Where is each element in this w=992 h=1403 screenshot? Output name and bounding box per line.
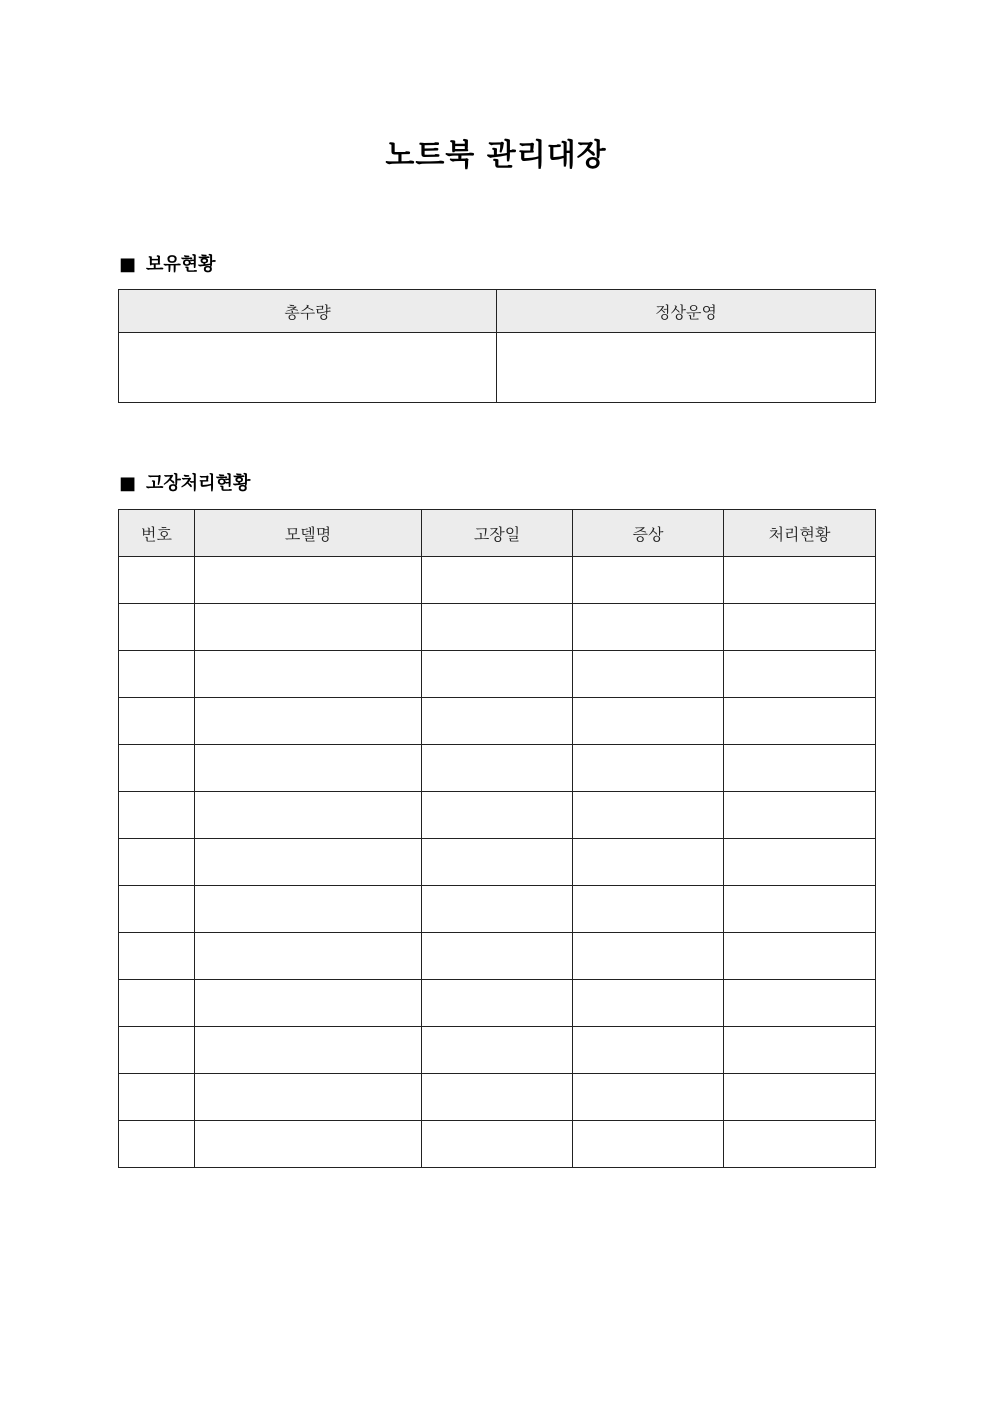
cell-number[interactable] bbox=[119, 933, 195, 980]
cell-failure-date[interactable] bbox=[422, 933, 573, 980]
table-row bbox=[119, 651, 876, 698]
cell-symptom[interactable] bbox=[573, 933, 724, 980]
cell-symptom[interactable] bbox=[573, 604, 724, 651]
cell-processing-status[interactable] bbox=[724, 745, 876, 792]
header-failure-date: 고장일 bbox=[422, 510, 573, 557]
cell-failure-date[interactable] bbox=[422, 698, 573, 745]
cell-processing-status[interactable] bbox=[724, 698, 876, 745]
cell-model-name[interactable] bbox=[195, 604, 422, 651]
cell-processing-status[interactable] bbox=[724, 839, 876, 886]
cell-processing-status[interactable] bbox=[724, 651, 876, 698]
cell-failure-date[interactable] bbox=[422, 839, 573, 886]
cell-symptom[interactable] bbox=[573, 839, 724, 886]
cell-model-name[interactable] bbox=[195, 933, 422, 980]
repair-table bbox=[118, 509, 876, 1168]
cell-number[interactable] bbox=[119, 698, 195, 745]
cell-model-name[interactable] bbox=[195, 557, 422, 604]
header-model-name: 모델명 bbox=[195, 510, 422, 557]
cell-processing-status[interactable] bbox=[724, 886, 876, 933]
cell-failure-date[interactable] bbox=[422, 792, 573, 839]
cell-symptom[interactable] bbox=[573, 1074, 724, 1121]
cell-number[interactable] bbox=[119, 886, 195, 933]
cell-symptom[interactable] bbox=[573, 557, 724, 604]
cell-model-name[interactable] bbox=[195, 1027, 422, 1074]
cell-failure-date[interactable] bbox=[422, 651, 573, 698]
cell-processing-status[interactable] bbox=[724, 792, 876, 839]
cell-processing-status[interactable] bbox=[724, 980, 876, 1027]
cell-symptom[interactable] bbox=[573, 1027, 724, 1074]
cell-symptom[interactable] bbox=[573, 651, 724, 698]
cell-symptom[interactable] bbox=[573, 886, 724, 933]
header-processing-status: 처리현황 bbox=[724, 510, 876, 557]
table-row bbox=[119, 1074, 876, 1121]
cell-number[interactable] bbox=[119, 651, 195, 698]
holding-table bbox=[118, 289, 876, 403]
table-row bbox=[119, 839, 876, 886]
cell-total-quantity[interactable] bbox=[119, 333, 497, 403]
table-header-row bbox=[119, 510, 876, 557]
cell-processing-status[interactable] bbox=[724, 557, 876, 604]
header-total-quantity: 총수량 bbox=[119, 290, 497, 333]
square-bullet-icon: ■ bbox=[119, 254, 137, 275]
table-row bbox=[119, 886, 876, 933]
cell-processing-status[interactable] bbox=[724, 1027, 876, 1074]
table-row bbox=[119, 1027, 876, 1074]
cell-number[interactable] bbox=[119, 1074, 195, 1121]
table-row bbox=[119, 604, 876, 651]
cell-failure-date[interactable] bbox=[422, 604, 573, 651]
section-heading-holding bbox=[119, 253, 216, 277]
cell-symptom[interactable] bbox=[573, 745, 724, 792]
page-title: 노트북 관리대장 bbox=[385, 138, 607, 173]
cell-failure-date[interactable] bbox=[422, 980, 573, 1027]
cell-model-name[interactable] bbox=[195, 651, 422, 698]
cell-model-name[interactable] bbox=[195, 792, 422, 839]
table-row bbox=[119, 557, 876, 604]
square-bullet-icon: ■ bbox=[119, 473, 137, 494]
cell-number[interactable] bbox=[119, 1027, 195, 1074]
cell-processing-status[interactable] bbox=[724, 1074, 876, 1121]
table-row bbox=[119, 1121, 876, 1168]
table-row bbox=[119, 333, 876, 403]
header-number: 번호 bbox=[119, 510, 195, 557]
table-row bbox=[119, 980, 876, 1027]
cell-failure-date[interactable] bbox=[422, 1121, 573, 1168]
table-header-row bbox=[119, 290, 876, 333]
table-row bbox=[119, 698, 876, 745]
cell-number[interactable] bbox=[119, 745, 195, 792]
table-row bbox=[119, 745, 876, 792]
cell-number[interactable] bbox=[119, 792, 195, 839]
cell-processing-status[interactable] bbox=[724, 933, 876, 980]
section-heading-label: 고장처리현황 bbox=[146, 473, 251, 494]
section-heading-repair bbox=[119, 472, 250, 496]
cell-number[interactable] bbox=[119, 604, 195, 651]
cell-failure-date[interactable] bbox=[422, 1074, 573, 1121]
cell-symptom[interactable] bbox=[573, 792, 724, 839]
cell-failure-date[interactable] bbox=[422, 886, 573, 933]
cell-processing-status[interactable] bbox=[724, 1121, 876, 1168]
header-symptom: 증상 bbox=[573, 510, 724, 557]
cell-number[interactable] bbox=[119, 557, 195, 604]
header-normal-operation: 정상운영 bbox=[497, 290, 876, 333]
cell-symptom[interactable] bbox=[573, 698, 724, 745]
cell-model-name[interactable] bbox=[195, 839, 422, 886]
cell-number[interactable] bbox=[119, 980, 195, 1027]
table-row bbox=[119, 933, 876, 980]
cell-symptom[interactable] bbox=[573, 980, 724, 1027]
cell-failure-date[interactable] bbox=[422, 1027, 573, 1074]
cell-failure-date[interactable] bbox=[422, 557, 573, 604]
cell-failure-date[interactable] bbox=[422, 745, 573, 792]
cell-processing-status[interactable] bbox=[724, 604, 876, 651]
cell-model-name[interactable] bbox=[195, 980, 422, 1027]
cell-model-name[interactable] bbox=[195, 698, 422, 745]
cell-model-name[interactable] bbox=[195, 1121, 422, 1168]
section-heading-label: 보유현황 bbox=[146, 254, 216, 275]
table-row bbox=[119, 792, 876, 839]
cell-number[interactable] bbox=[119, 839, 195, 886]
cell-model-name[interactable] bbox=[195, 886, 422, 933]
cell-normal-operation[interactable] bbox=[497, 333, 876, 403]
cell-number[interactable] bbox=[119, 1121, 195, 1168]
repair-table-body bbox=[119, 557, 876, 1168]
cell-model-name[interactable] bbox=[195, 1074, 422, 1121]
cell-model-name[interactable] bbox=[195, 745, 422, 792]
cell-symptom[interactable] bbox=[573, 1121, 724, 1168]
